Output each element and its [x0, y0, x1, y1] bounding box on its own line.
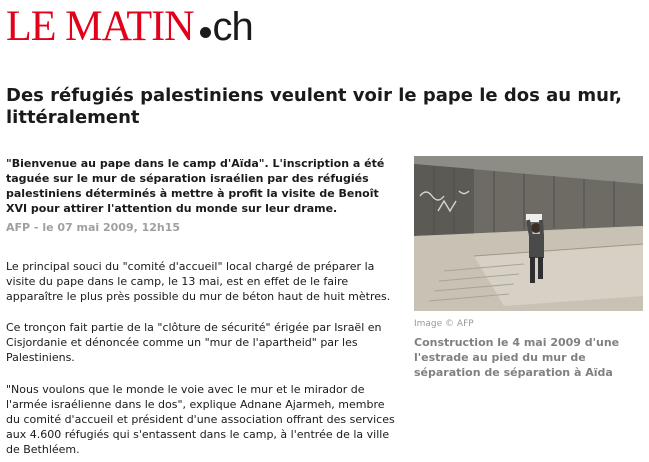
site-logo[interactable]	[6, 2, 253, 52]
logo-wordmark: LE MATIN	[6, 3, 194, 50]
article-paragraph: Ce tronçon fait partie de la "clôture de sécurité" érigée par Israël en Cisjordanie et dénoncée comme un "mur de l'apartheid" par les Palestiniens.	[6, 321, 382, 364]
article-paragraph: "Nous voulons que le monde le voie avec le mur et le mirador de l'armée israélienne dans le dos", explique Adnane Ajarmeh, membre du comité d'accueil et président d'une association offrant des services aux 4.600 réfugiés qui s'entassent dans le camp, à l'entrée de la ville de Bethléem.	[6, 383, 395, 456]
logo-dot-icon	[200, 27, 211, 38]
photo-credit: Image © AFP	[414, 319, 474, 329]
article-photo[interactable]	[414, 156, 643, 311]
logo-domain-extension: ch	[212, 5, 253, 49]
photo-caption: Construction le 4 mai 2009 d'une l'estrade au pied du mur de séparation de séparation à Aïda	[414, 336, 620, 379]
article-lede: "Bienvenue au pape dans le camp d'Aïda". L'inscription a été taguée sur le mur de séparation israélien par des réfugiés palestiniens déterminés à mettre à profit la visite de Benoît XVI pour attirer l'attention du monde sur leur drame.	[6, 157, 385, 215]
article-paragraph: Le principal souci du "comité d'accueil" local chargé de préparer la visite du pape dans le camp, le 13 mai, est en effet de le faire apparaître le plus près possible du mur de béton haut de huit mètres.	[6, 260, 391, 303]
article-byline: AFP - le 07 mai 2009, 12h15	[6, 221, 181, 234]
photo-illustration	[414, 156, 643, 311]
article-headline: Des réfugiés palestiniens veulent voir le pape le dos au mur, littéralement	[6, 85, 622, 128]
